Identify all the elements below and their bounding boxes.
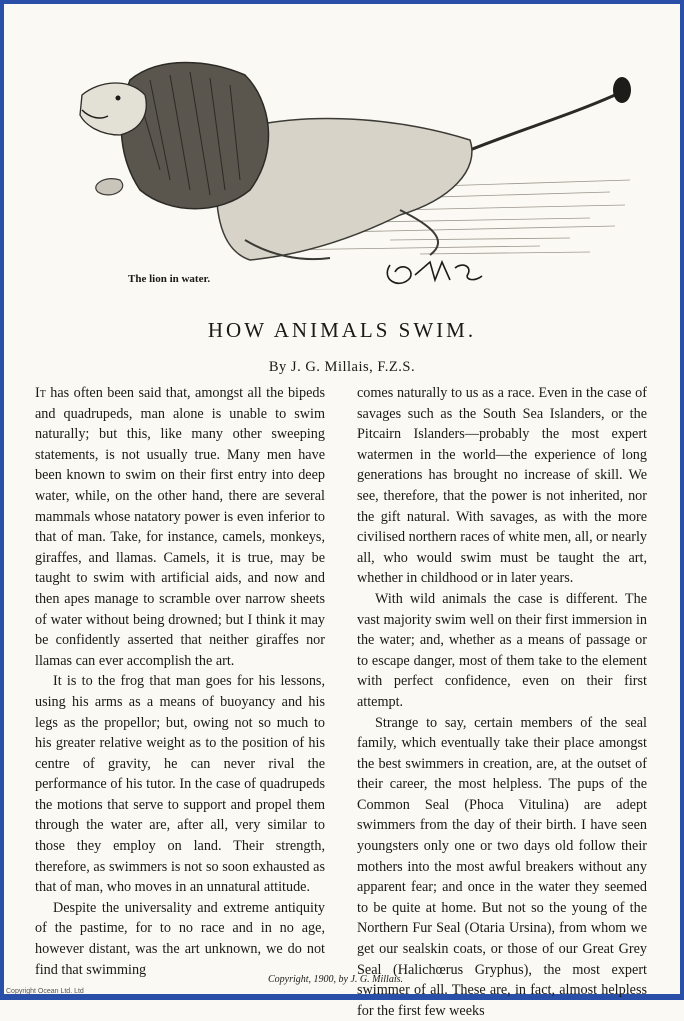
- article-byline: By J. G. Millais, F.Z.S.: [0, 359, 684, 376]
- paragraph: [35, 383, 325, 671]
- illustration-caption: The lion in water.: [128, 273, 210, 285]
- paragraph: comes naturally to us as a race. Even in the case of savages such as the South Sea Islanders, or the Pitcairn Islanders—probably the most expert watermen in the world—the experience of long generations has brought no increase of skill. We see, therefore, that the power is not inherited, nor the gift natural. With savages, as with the more civilised northern races of white men, all, or nearly all, who would swim must be taught the art, whether in childhood or in later years.: [357, 383, 647, 589]
- paragraph-text: has often been said that, amongst all the bipeds and quadrupeds, man alone is unable to swim naturally; but this, like many other sweeping statements, is not usually true. Many men have been known to swim on their first entry into deep water, while, on the other hand, there are several mammals whose natatory power is even inferior to that of man. Take, for instance, camels, monkeys, giraffes, and llamas. Camels, it is true, may be taught to swim with artificial aids, and now and then apes manage to scramble over narrow sheets of water without being drowned; but I think it may be confidently asserted that neither giraffes nor llamas can ever accomplish the art.: [35, 385, 325, 669]
- copyright-notice: Copyright, 1900, by J. G. Millais.: [268, 974, 403, 985]
- lion-swimming-illustration-icon: [70, 40, 650, 300]
- paragraph: With wild animals the case is different. The vast majority swim well on their first immersion in the water; and, whether as a means of passage or to escape danger, most of them take to the element with perfect confidence, even on their first attempt.: [357, 589, 647, 713]
- watermark: Copyright Ocean Ltd. Ltd: [6, 988, 84, 995]
- paragraph: It is to the frog that man goes for his lessons, using his arms as a means of buoyancy and his legs as the propellor; but, owing not so much to his greater relative weight as to the position of his centre of gravity, he can never rival the performance of his tutor. In the case of quadrupeds the motions that serve to support and propel them through the water are, after all, very similar to those they employ on land. Their strength, therefore, as swimmers is not so soon exhausted as that of man, who moves in an unnatural attitude.: [35, 671, 325, 898]
- article-title: HOW ANIMALS SWIM.: [0, 318, 684, 343]
- left-column: [35, 383, 325, 980]
- paragraph: Despite the universality and extreme antiquity of the pastime, for to no race and in no age, however distant, was the art unknown, we do not find that swimming: [35, 898, 325, 980]
- right-column: [357, 383, 647, 1021]
- paragraph: Strange to say, certain members of the seal family, which eventually take their place amongst the best swimmers in creation, are, at the outset of their career, the most helpless. The pups of the Common Seal (Phoca Vitulina) are adept swimmers from the day of their birth. I have seen youngsters only one or two days old follow their mothers into the most awful breakers without any apparent fear; and once in the water they seemed to be quite at home. But not so the young of the Northern Fur Seal (Otaria Ursina), from whom we get our sealskin coats, or those of our Great Grey Seal (Halichœrus Gryphus), the most expert swimmer of all. These are, in fact, almost helpless for the first few weeks: [357, 713, 647, 1021]
- paragraph-lead: It: [35, 385, 46, 401]
